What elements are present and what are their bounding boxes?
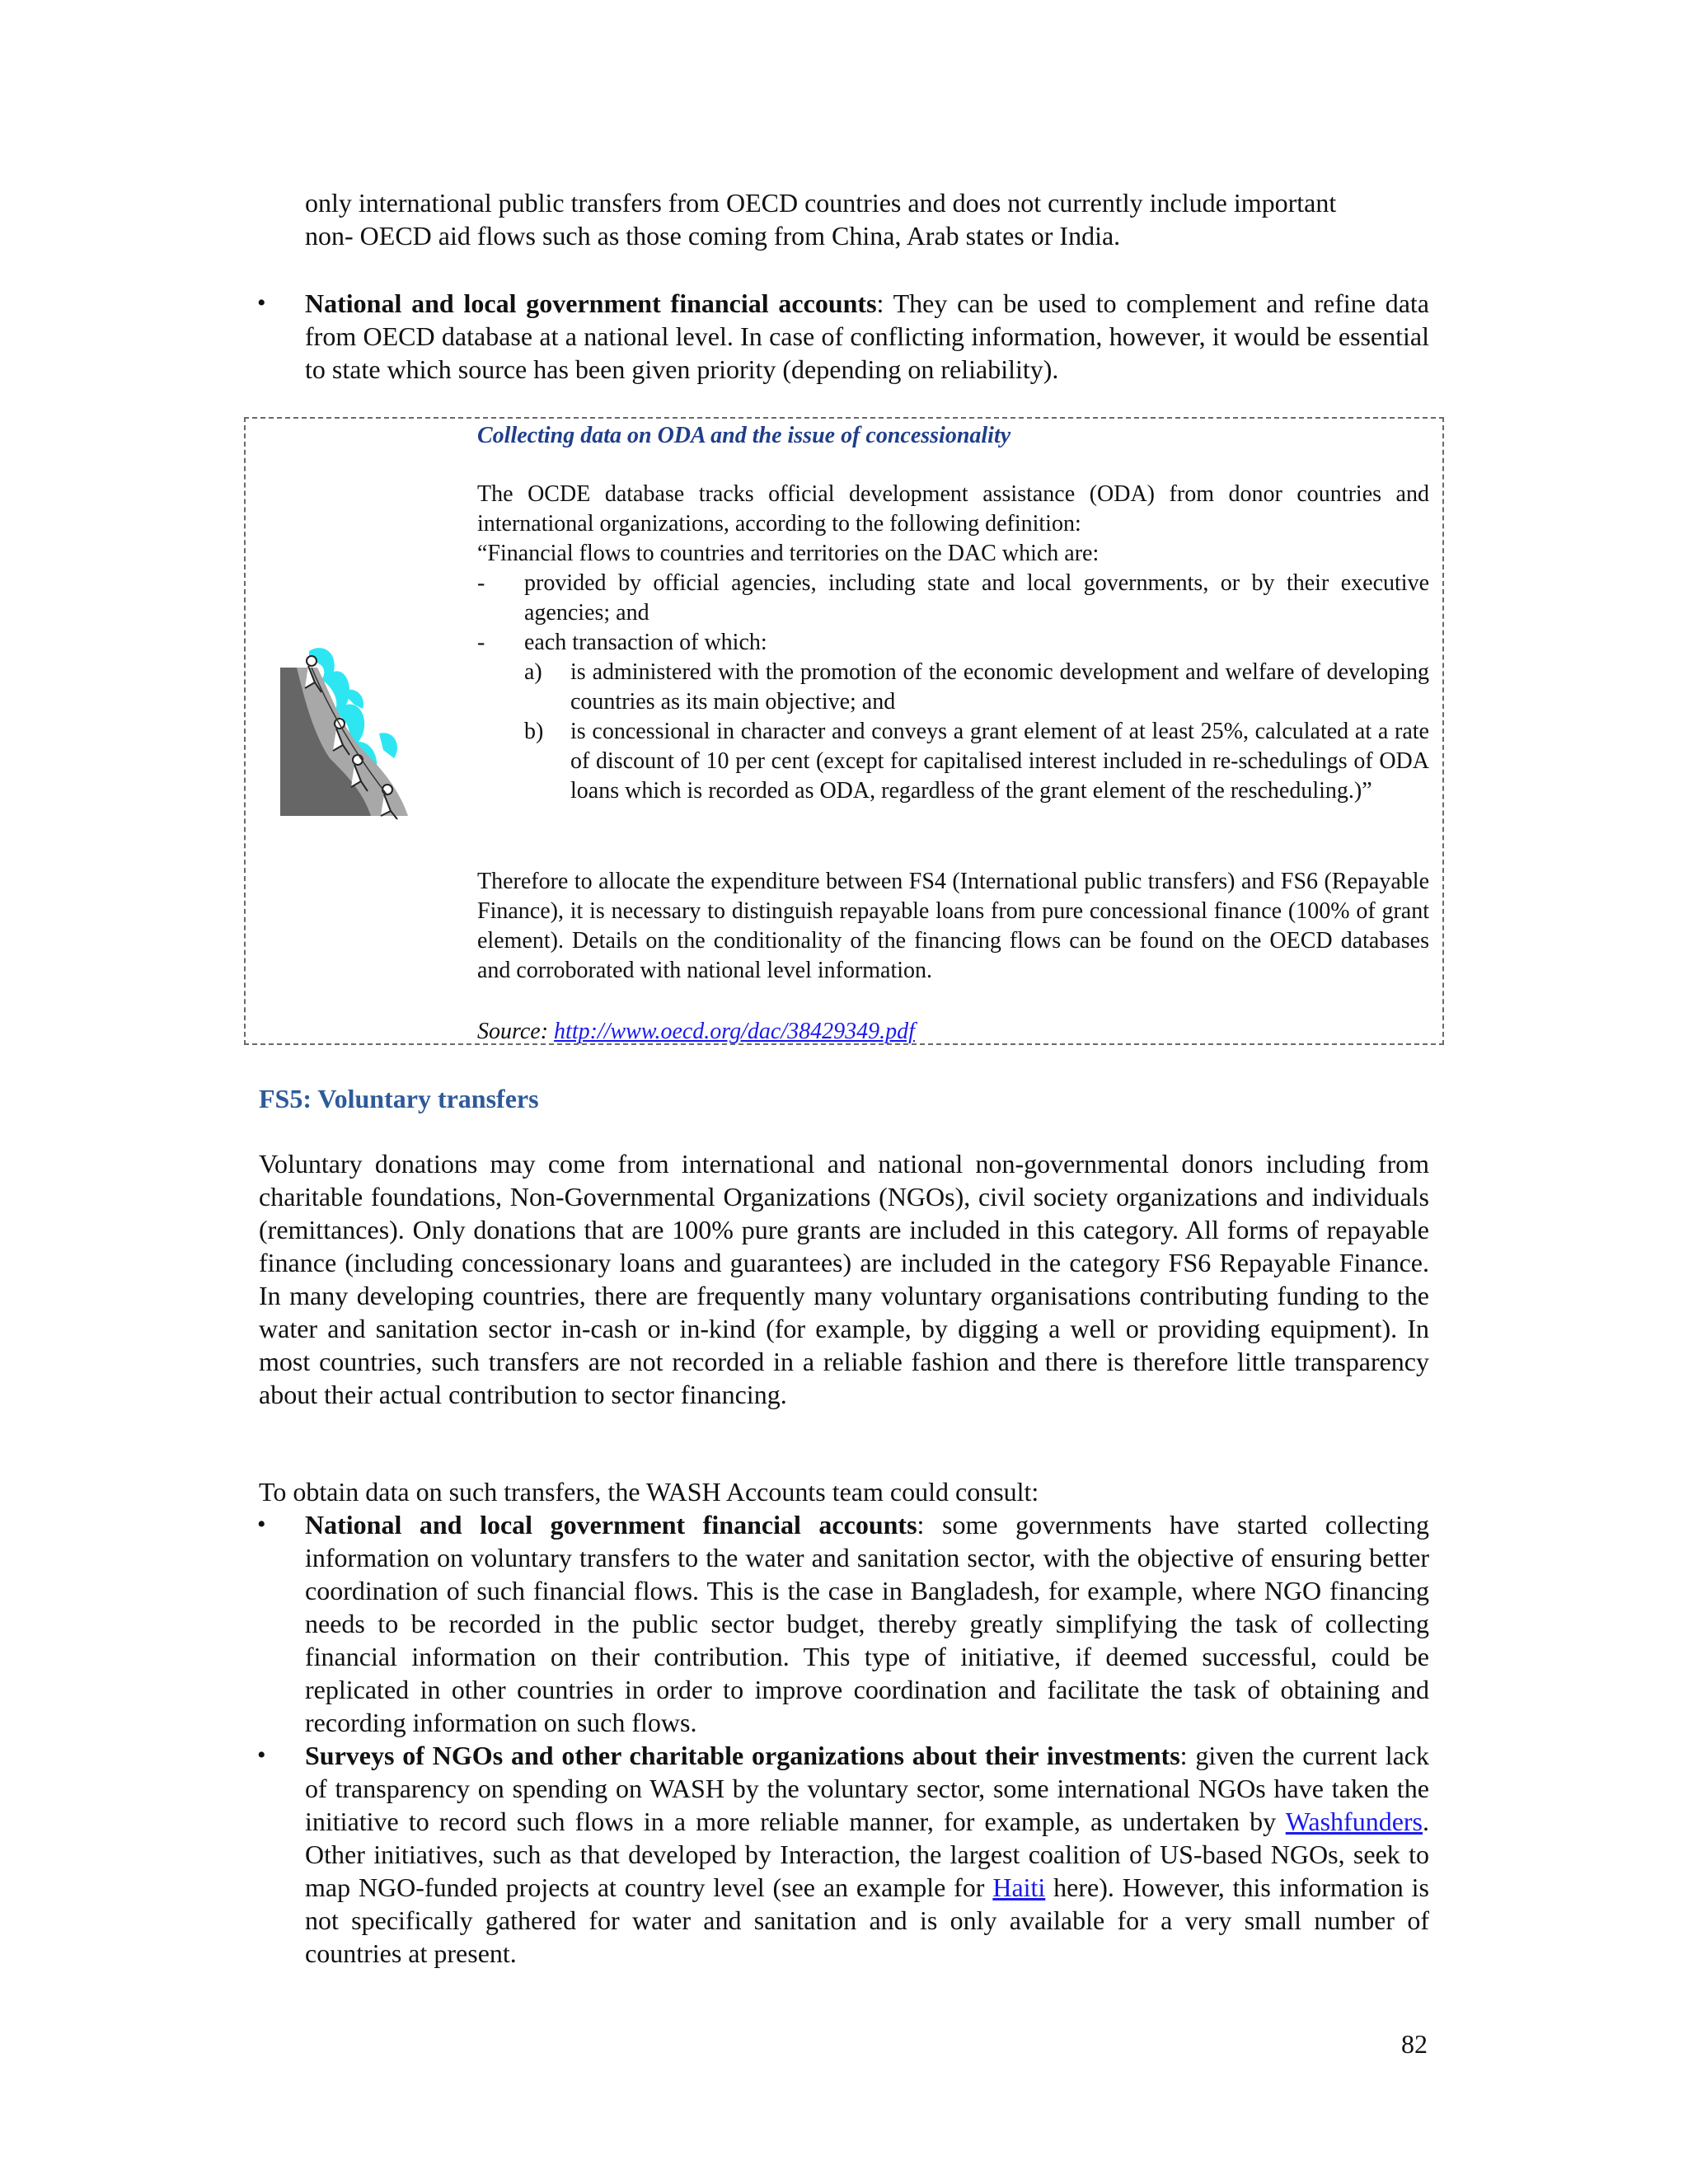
dash-marker: - (477, 630, 485, 655)
sub-item-label-a: a) (524, 659, 542, 685)
page-number: 82 (1401, 2029, 1428, 2059)
bullet-body: : They can be used to complement and refine data from OECD database at a national level. In case of conflicting information, however, it would be essential to state which source has been given priority (depending on reliability). (305, 288, 1430, 384)
voluntary-transfers-paragraph: Voluntary donations may come from international and national non-governmental donors including from charitable foundations, Non-Governmental Organizations (NGOs), civil society organizations and individuals (remittances). Only donations that are 100% pure grants are included in this category. All forms of repayable finance (including concessionary loans and guarantees) are included in the category FS6 Repayable Finance. In many developing countries, there are frequently many voluntary organisations contributing funding to the water and sanitation sector in-cash or in-kind (for example, by digging a well or providing equipment). In most countries, such transfers are not recorded in a reliable fashion and there is therefore little transparency about their actual contribution to sector financing. (259, 1149, 1429, 1409)
box-intro: The OCDE database tracks official development assistance (ODA) from donor countries and international organizations, according to the following definition: (477, 481, 1429, 537)
source-link[interactable]: http://www.oecd.org/dac/38429349.pdf (554, 1019, 915, 1044)
bullet-national-accounts-top (305, 287, 1429, 386)
source-label: Source: (477, 1019, 555, 1044)
continuation-line-1: only international public transfers from OECD countries and does not currently include important (305, 188, 1337, 218)
sub-item-label-b: b) (524, 719, 544, 744)
haiti-link[interactable]: Haiti (992, 1872, 1046, 1902)
box-title: Collecting data on ODA and the issue of concessionality (477, 423, 1011, 448)
climbers-illustration (272, 643, 437, 824)
box-dash-item-2: each transaction of which: (524, 630, 767, 655)
bullet-bold-lead: National and local government financial accounts (305, 1510, 917, 1540)
consult-intro: To obtain data on such transfers, the WASH Accounts team could consult: (259, 1477, 1039, 1507)
washfunders-link[interactable]: Washfunders (1285, 1807, 1423, 1836)
bullet-marker: • (257, 1511, 266, 1538)
bullet-marker: • (257, 1741, 266, 1769)
box-dash-item-1: provided by official agencies, including state and local governments, or by their executive agencies; and (524, 570, 1429, 626)
bullet-national-accounts (305, 1508, 1429, 1739)
bullet-body: : given the current lack of transparency on spending on WASH by the voluntary sector, some international NGOs have taken the initiative to record such flows in a more reliable manner, for example, as undertaken by (305, 1741, 1429, 1836)
continuation-line-2: non- OECD aid flows such as those coming from China, Arab states or India. (305, 221, 1121, 251)
box-sub-item-a: is administered with the promotion of the economic development and welfare of developing countries as its main objective; and (570, 659, 1429, 715)
box-sub-item-b: is concessional in character and conveys a grant element of at least 25%, calculated at a rate of discount of 10 per cent (except for capitalised interest included in re-schedulings of ODA loans which is recorded as ODA, regardless of the grant element of the rescheduling.)” (570, 719, 1429, 804)
dash-marker: - (477, 570, 485, 596)
box-source (477, 1017, 1429, 1047)
bullet-body: : some governments have started collecting information on voluntary transfers to the water and sanitation sector, with the objective of ensuring better coordination of such financial flows. This is the case in Bangladesh, for example, where NGO financing needs to be recorded in the public sector budget, thereby greatly simplifying the task of collecting financial information on their contribution. This type of initiative, if deemed successful, could be replicated in other countries in order to improve coordination and facilitate the task of obtaining and recording information on such flows. (305, 1510, 1429, 1737)
bullet-body: here). However, this information is not specifically gathered for water and sanitation and is only available for a very small number of countries at present. (305, 1872, 1430, 1968)
box-conclusion: Therefore to allocate the expenditure between FS4 (International public transfers) and FS6 (Repayable Finance), it is necessary to distinguish repayable loans from pure concessional finance (100% of grant element). Details on the conditionality of the financing flows can be found on the OECD databases and corroborated with national level information. (477, 869, 1429, 983)
bullet-bold-lead: National and local government financial accounts (305, 288, 877, 318)
section-heading: FS5: Voluntary transfers (259, 1084, 539, 1113)
bullet-body: . Other initiatives, such as that developed by Interaction, the largest coalition of US-based NGOs, seek to map NGO-funded projects at country level (see an example for (305, 1807, 1429, 1902)
box-quote-start: “Financial flows to countries and territories on the DAC which are: (477, 541, 1100, 566)
bullet-marker: • (257, 289, 266, 316)
bullet-ngo-surveys (305, 1739, 1429, 1970)
bullet-bold-lead: Surveys of NGOs and other charitable organizations about their investments (305, 1741, 1180, 1770)
